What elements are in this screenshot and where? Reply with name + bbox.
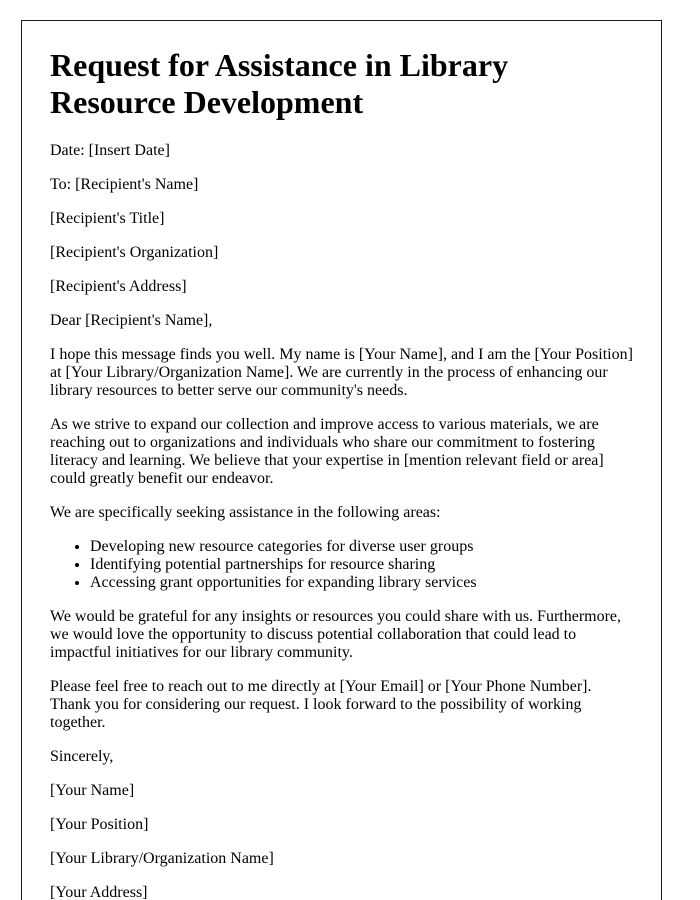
signature-name: [Your Name]	[50, 781, 135, 799]
recipient-organization-line: [Recipient's Organization]	[50, 243, 219, 261]
signature-address: [Your Address]	[50, 883, 148, 900]
list-item: • Identifying potential partnerships for resource sharing	[90, 556, 633, 574]
letter-document	[21, 20, 662, 900]
to-line: To: [Recipient's Name]	[50, 175, 199, 193]
paragraph-intro: I hope this message finds you well. My name is [Your Name], and I am the [Your Position] at [Your Library/Organization Name]. We are currently in the process of enhancing our library resources to better serve our community's needs.	[50, 345, 633, 399]
recipient-title-line: [Recipient's Title]	[50, 209, 165, 227]
paragraph-areas-intro: We are specifically seeking assistance in the following areas:	[50, 503, 441, 521]
paragraph-contact: Please feel free to reach out to me directly at [Your Email] or [Your Phone Number]. Thank you for considering our request. I look forward to the possibility of working together.	[50, 677, 592, 731]
assistance-areas-list	[50, 538, 633, 592]
date-line: Date: [Insert Date]	[50, 141, 170, 159]
salutation: Dear [Recipient's Name],	[50, 311, 213, 329]
signature-organization: [Your Library/Organization Name]	[50, 849, 274, 867]
recipient-address-line: [Recipient's Address]	[50, 277, 187, 295]
page-title: Request for Assistance in Library Resource Development	[50, 47, 509, 120]
list-item: • Developing new resource categories for diverse user groups	[90, 538, 633, 556]
paragraph-gratitude: We would be grateful for any insights or resources you could share with us. Furthermore, we would love the opportunity to discuss potential collaboration that could lead to impactful initiatives for our library community.	[50, 607, 622, 661]
paragraph-context: As we strive to expand our collection and improve access to various materials, we are reaching out to organizations and individuals who share our commitment to fostering literacy and learning. We believe that your expertise in [mention relevant field or area] could greatly benefit our endeavor.	[50, 415, 604, 487]
closing: Sincerely,	[50, 747, 114, 765]
signature-position: [Your Position]	[50, 815, 149, 833]
list-item: • Accessing grant opportunities for expanding library services	[90, 574, 633, 592]
